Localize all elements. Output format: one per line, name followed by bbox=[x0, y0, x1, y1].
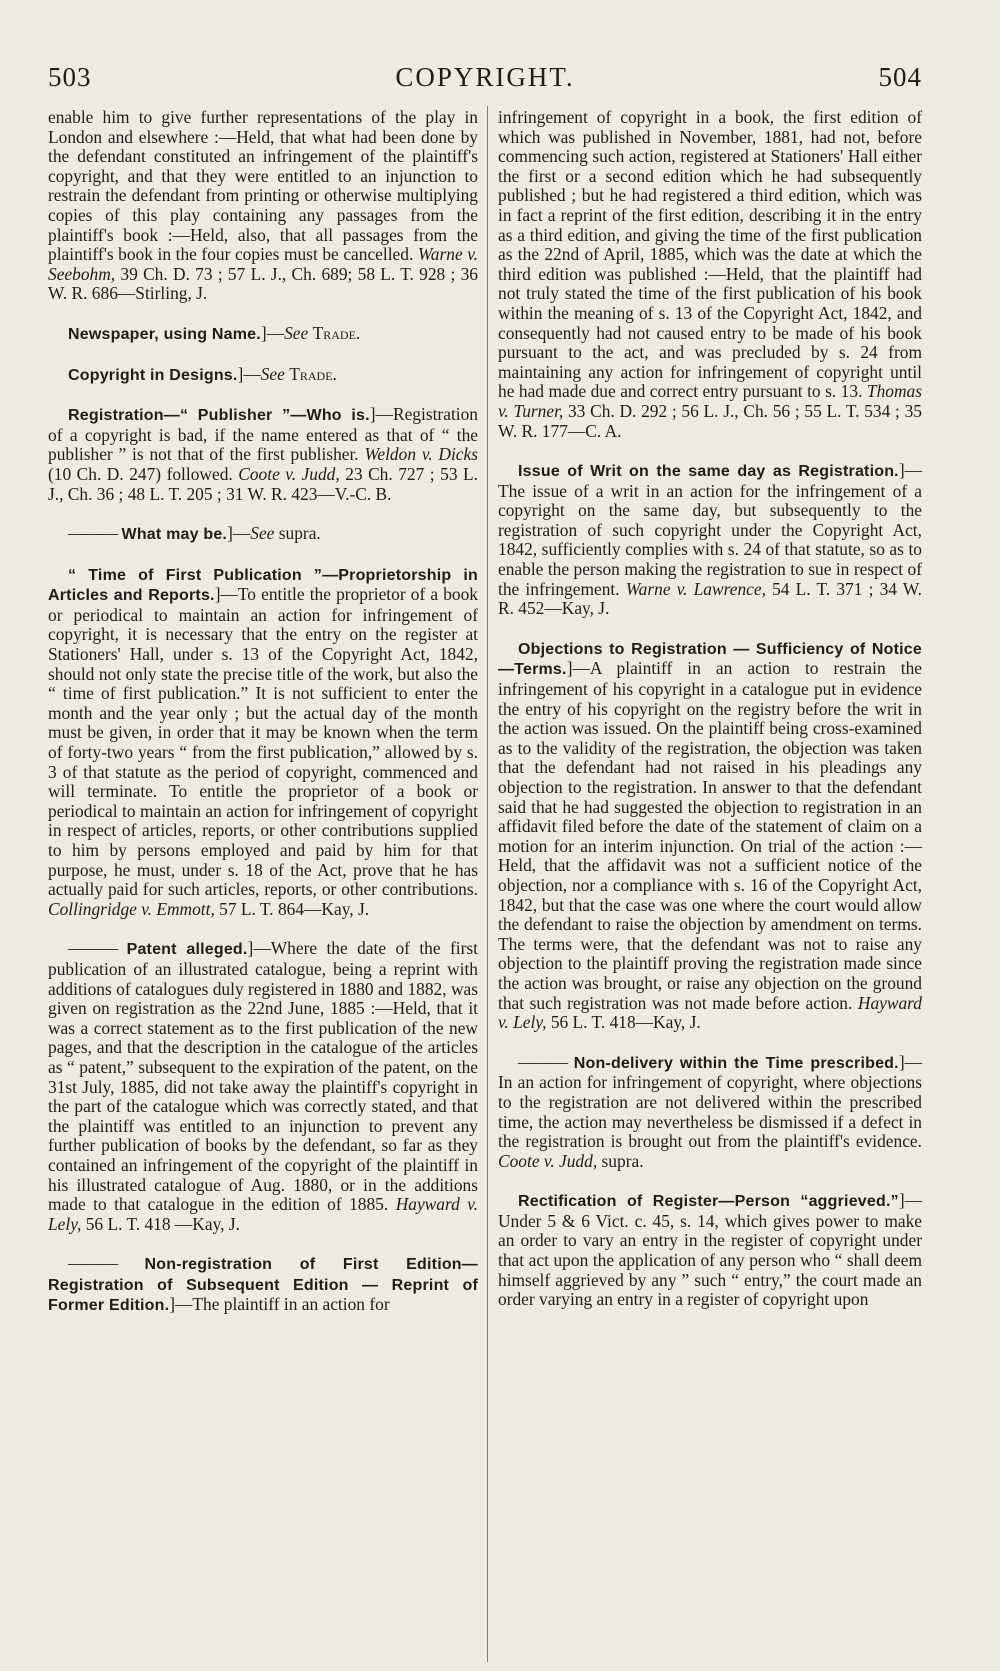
see-label: See bbox=[250, 523, 275, 544]
entry-what-may-be: ——— What may be.]—See supra. bbox=[68, 523, 321, 544]
entry-text: (10 Ch. D. 247) followed. bbox=[48, 463, 233, 484]
case-citation: 57 L. T. 864—Kay, J. bbox=[219, 898, 370, 919]
entry-non-registration: ——— Non-registration of First Edition—Registration of Subsequent Edition — Reprint of Former Edition.]—The plaintiff in an action for bbox=[48, 1253, 478, 1315]
entry-text: infringement of copyright in a book, the first edition of which was published in November, 1881, had not, before commencing such action, registered at Stationers' Hall either the first or a second edition which he had subsequently published ; but he had registered a third edition, which was in fact a reprint of the first edition, describing it in the entry as a third edition, and giving the time of the first publication as the 22nd of April, 1885, which was the date at which the third edition was published :—Held, that the plaintiff had not truly stated the time of the first publication of his book within the meaning of s. 13 of the Copyright Act, 1842, and consequently had not caused entry to be made of his book pursuant to the act, and was precluded by s. 24 from maintaining any action for infringement of copyright until he had made due and correct entry pursuant to s. 13. bbox=[498, 107, 922, 402]
see-label: See bbox=[284, 322, 309, 343]
entry-heading: Rectification of Register—Person “aggrieved.” bbox=[518, 1193, 899, 1211]
entry-issue-of-writ: Issue of Writ on the same day as Registration.]—The issue of a writ in an action for the infringement of a copyright on the same day, but subsequently to the registration of such copyright under the Copyright Act, 1842, sufficiently complies with s. 24 of that statute, so as to enable the person making the registration to sue in respect of the infringement. Warne v. Lawrence, 54 L. T. 371 ; 34 W. R. 452—Kay, J. bbox=[498, 460, 922, 619]
running-title: COPYRIGHT. bbox=[395, 62, 575, 92]
entry-non-delivery: ——— Non-delivery within the Time prescribed.]—In an action for infringement of copyright, where objections to the registration are not delivered within the prescribed time, the action may nevertheless be dismissed if a defect in the registration is brought out from the plaintiff's evidence. Coote v. Judd, supra. bbox=[498, 1051, 922, 1171]
case-name: Weldon v. Dicks bbox=[364, 444, 478, 465]
entry-text: A plaintiff in an action to restrain the infringement of his copyright in a catalogue put in evidence the entry of his copyright on the registry before the writ in the action was issued. On the plaintiff being cross-examined as to the validity of the registration, the objection was taken that the defendant had not raised in his pleadings any objection to the registration. In answer to that the defendant said that he had suggested the objection to registration in an affidavit filed before the date of the statement of claim on a motion for an interim injunction. On trial of the action :—Held, that the affidavit was not a sufficient notice of the objection, nor a compliance with s. 16 of the Copyright Act, 1842, but that the case was one where the court would allow the defendant to raise the objection by amendment on terms. The terms were, that the defendant was not to raise any objection to the plaintiff proving the registration made since the action was brought, or raise any objection on the ground that such registration was not made before action. bbox=[498, 658, 922, 1013]
entry-text: The plaintiff in an action for bbox=[192, 1294, 390, 1315]
see-label: See bbox=[260, 363, 285, 384]
ditto-dash: ——— bbox=[68, 1253, 118, 1274]
entry-heading: Patent alleged. bbox=[126, 941, 248, 959]
case-name: Hayward v. Lely, bbox=[48, 1194, 479, 1234]
entry-heading: Registration—“ Publisher ”—Who is. bbox=[68, 407, 370, 425]
entry-text: To entitle the proprietor of a book or periodical to maintain an action for infringement of copyright, it is necessary that the entry on the register at Stationers' Hall, under s. 13 of the Copyright Act, 1842, should not only state the precise title of the work, but also the “ time of first publication.” It is not sufficient to enter the month and the year only ; but the actual day of the month must be given, in order that it may be known when the term of forty-two years “ from the first publication,” allowed by s. 3 of that statute as the period of copyright, commenced and will terminate. To entitle the proprietor of a book or periodical to maintain an action for infringement of copyright in respect of articles, reports, or other contributions supplied to him by persons employed and paid by him for that purpose, he must, under s. 18 of the Act, prove that he has actually paid for such articles, reports, or other contributions. bbox=[48, 584, 478, 900]
case-name: Coote v. Judd, bbox=[238, 463, 340, 484]
cross-reference: Trade. bbox=[312, 322, 361, 343]
case-name: Hayward v. Lely, bbox=[498, 992, 922, 1033]
entry-text: Under 5 & 6 Vict. c. 45, s. 14, which gives power to make an order to vary an entry in the register of copyright under that act upon the application of any person who “ shall deem himself aggrieved by any ” such “ entry,” the court made an order varying an entry in a register of copyright upon bbox=[498, 1210, 922, 1310]
cross-reference: Trade. bbox=[289, 363, 337, 384]
entry-heading: Non-delivery within the Time prescribed. bbox=[573, 1054, 899, 1072]
entry-heading: Objections to Registration — Sufficiency of Notice—Terms. bbox=[498, 640, 922, 679]
page-number-left: 503 bbox=[48, 62, 92, 92]
entry-newspaper-name: Newspaper, using Name.]—See Trade. bbox=[68, 322, 361, 343]
column-divider bbox=[487, 106, 488, 1662]
entry-heading: Issue of Writ on the same day as Registration. bbox=[518, 463, 899, 481]
entry-text: enable him to give further representations of the play in London and elsewhere :—Held, that what had been done by the defendant constituted an infringement of the plaintiff's copyright, and that they were entitled to an injunction to restrain the defendant from printing or otherwise multiplying copies of this play containing any passages from the plaintiff's book :—Held, also, that all passages from the plaintiff's book in the four copies must be cancelled. bbox=[48, 107, 478, 265]
right-column bbox=[498, 108, 922, 1330]
case-citation: 39 Ch. D. 73 ; 57 L. J., Ch. 689; 58 L. T. 928 ; 36 W. R. 686—Stirling, J. bbox=[48, 263, 479, 304]
entry-heading: Newspaper, using Name. bbox=[68, 325, 261, 343]
entry-designs: Copyright in Designs.]—See Trade. bbox=[68, 363, 337, 384]
cross-reference: supra. bbox=[278, 523, 321, 544]
case-name: Collingridge v. Emmott, bbox=[48, 898, 215, 919]
case-name: Thomas v. Turner, bbox=[498, 381, 922, 421]
entry-heading: Copyright in Designs. bbox=[68, 366, 238, 384]
entry-continued bbox=[48, 108, 478, 304]
case-citation: 56 L. T. 418 —Kay, J. bbox=[85, 1213, 240, 1234]
entry-heading: “ Time of First Publication ”—Proprietorship in Articles and Reports. bbox=[48, 566, 478, 605]
case-name: Coote v. Judd, bbox=[498, 1150, 598, 1171]
ditto-dash: ——— bbox=[518, 1051, 568, 1072]
ditto-dash: ——— bbox=[68, 523, 118, 544]
entry-text: Where the date of the first publication of an illustrated catalogue, being a reprint with additions of catalogues duly registered in 1880 and 1882, was given on registration as the 22nd June, 1885 :—Held, that it was a correct statement as to the first publication of the new pages, and that the description in the catalogue of the articles as “ patent,” subsequent to the expiration of the patent, on the 31st July, 1885, did not take away the plaintiff's copyright in the part of the catalogue which was correctly stated, and that the plaintiff was entitled to an injunction to prevent any further publication of books by the defendant, so far as they contained an infringement of the copyright of the plaintiff in his illustrated catalogue of Aug. 1880, or in the additions made to that catalogue in the edition of 1885. bbox=[48, 938, 478, 1215]
case-citation: 56 L. T. 418—Kay, J. bbox=[550, 1012, 701, 1033]
page-header bbox=[48, 62, 922, 102]
page-number-right: 504 bbox=[878, 62, 922, 92]
case-citation: 54 L. T. 371 ; 34 W. R. 452—Kay, J. bbox=[498, 578, 922, 619]
case-citation: 33 Ch. D. 292 ; 56 L. J., Ch. 56 ; 55 L. T. 534 ; 35 W. R. 177—C. A. bbox=[498, 400, 922, 441]
case-name: Warne v. Seebohm, bbox=[48, 244, 478, 284]
entry-text: The issue of a writ in an action for the infringement of a copyright on the same day, but subsequently to the registration of such copyright under the Copyright Act, 1842, sufficiently complies with s. 24 of that statute, so as to enable the person making the registration to sue in respect of the infringement. bbox=[498, 480, 922, 599]
entry-rectification-of-register: Rectification of Register—Person “aggrieved.”]—Under 5 & 6 Vict. c. 45, s. 14, which gives power to make an order to vary an entry in the register of copyright under that act upon the application of any person who “ shall deem himself aggrieved by any ” such “ entry,” the court made an order varying an entry in a register of copyright upon bbox=[498, 1190, 922, 1310]
entry-text: Registration of a copyright is bad, if the name entered as that of “ the publisher ” is not that of the first publisher. bbox=[48, 404, 478, 465]
case-name: Warne v. Lawrence, bbox=[625, 578, 766, 599]
case-citation: supra. bbox=[601, 1150, 644, 1171]
entry-time-of-first-publication: “ Time of First Publication ”—Proprietorship in Articles and Reports.]—To entitle the proprietor of a book or periodical to maintain an action for infringement of copyright, it is necessary that the entry on the register at Stationers' Hall, under s. 13 of the Copyright Act, 1842, should not only state the precise title of the work, but also the “ time of first publication.” It is not sufficient to enter the month and the year only ; but the actual day of the month must be given, in order that it may be known when the term of forty-two years “ from the first publication,” allowed by s. 3 of that statute as the period of copyright, commenced and will terminate. To entitle the proprietor of a book or periodical to maintain an action for infringement of copyright in respect of articles, reports, or other contributions supplied to him by persons employed and paid by him for that purpose, he must, under s. 18 of the Act, prove that he has actually paid for such articles, reports, or other contributions. Collingridge v. Emmott, 57 L. T. 864—Kay, J. bbox=[48, 566, 478, 919]
entry-objections-to-registration: Objections to Registration — Sufficiency of Notice—Terms.]—A plaintiff in an action to restrain the infringement of his copyright in a catalogue put in evidence the entry of his copyright on the registry before the writ in the action was issued. On the plaintiff being cross-examined as to the validity of the registration, the objection was taken that the defendant had not raised in his pleadings any objection to the registration. In answer to that the defendant said that he had suggested the objection to registration in an affidavit filed before the date of the statement of claim on a motion for an interim injunction. On trial of the action :—Held, that the affidavit was not a sufficient notice of the objection, nor a compliance with s. 16 of the Copyright Act, 1842, but that the case was one where the court would allow the defendant to raise the objection by amendment on terms. The terms were, that the defendant was not to raise any objection to the plaintiff proving the registration made since the action was brought, or raise any objection on the ground that such registration was not made before action. Hayward v. Lely, 56 L. T. 418—Kay, J. bbox=[498, 640, 922, 1033]
entry-heading: What may be. bbox=[121, 526, 228, 544]
case-citation: 23 Ch. 727 ; 53 L. J., Ch. 36 ; 48 L. T. 205 ; 31 W. R. 423—V.-C. B. bbox=[48, 463, 478, 504]
ditto-dash: ——— bbox=[68, 938, 118, 959]
entry-continued bbox=[498, 108, 922, 441]
left-column bbox=[48, 108, 478, 1336]
entry-patent-alleged: ——— Patent alleged.]—Where the date of the first publication of an illustrated catalogue, being a reprint with additions of catalogues duly registered in 1880 and 1882, was given on registration as the 22nd June, 1885 :—Held, that it was a correct statement as to the first publication of the new pages, and that the description in the catalogue of the articles as “ patent,” subsequent to the expiration of the patent, on the 31st July, 1885, did not take away the plaintiff's copyright in the part of the catalogue which was correctly stated, and that the plaintiff was entitled to an injunction to prevent any further publication of books by the defendant, so far as they contained an infringement of the copyright of the plaintiff in his illustrated catalogue of Aug. 1880, or in the additions made to that catalogue in the edition of 1885. Hayward v. Lely, 56 L. T. 418 —Kay, J. bbox=[48, 938, 479, 1234]
entry-heading: Non-registration of First Edition—Registration of Subsequent Edition — Reprint of Former Edition. bbox=[48, 1256, 478, 1315]
entry-text: In an action for infringement of copyright, where objections to the registration are not delivered within the prescribed time, the action may nevertheless be dismissed if a defect in the registration is brought out from the plaintiff's evidence. bbox=[498, 1072, 922, 1152]
entry-registration-publisher: Registration—“ Publisher ”—Who is.]—Registration of a copyright is bad, if the name entered as that of “ the publisher ” is not that of the first publisher. Weldon v. Dicks (10 Ch. D. 247) followed. Coote v. Judd, 23 Ch. 727 ; 53 L. J., Ch. 36 ; 48 L. T. 205 ; 31 W. R. 423—V.-C. B. bbox=[48, 404, 478, 504]
